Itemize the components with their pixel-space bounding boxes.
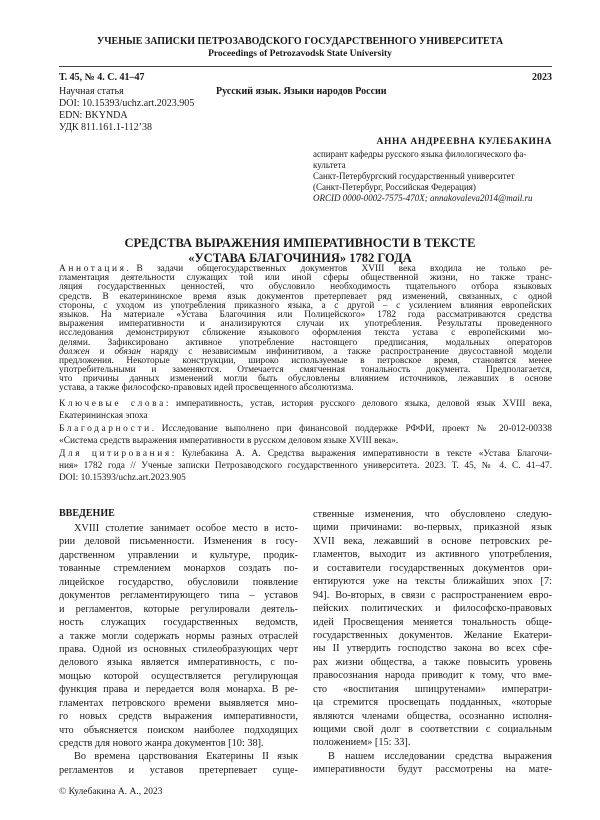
udk: УДК 811.161.1-112’38 [59,122,152,133]
text-line: ющими свой долг в соответствии с социальным [313,724,552,735]
text-line: права. Одной из основных стилеобразующих черт [59,643,298,655]
text-line: дарственном управлении и культуре, продик- [59,549,298,561]
text-line: XVII века, лежавший в основе петровских ре- [313,535,552,547]
text-line [59,398,552,410]
line-text: ния» 1782 года // Ученые записки Петрозаводского государственного университета. 2023. Т. 45, № 4. С. 41–47. [59,461,552,471]
text-line: ца стремится просвещать подданных, «которые [313,697,552,709]
text-line: гламентов, выходит из активного употребления, [313,549,552,561]
line-text: Екатерининская эпоха [59,411,148,421]
text-line: идей Просвещения меняется тональность обще- [313,616,552,628]
text-line: пейских политических и философско-правовых [313,603,552,615]
text-line: рии деловой письменности. Изменения в госу- [59,536,298,548]
text-line: тованные стремлением монархов создать по- [59,563,298,575]
text-line: лицейское государство, обусловили появление [59,576,298,588]
line-text: языков. На материале «Устава Благочиния или Полицейского» 1782 года рассматриваются средства [59,309,552,320]
section-label: Благодарности. [59,424,157,434]
article-title-line: СРЕДСТВА ВЫРАЖЕНИЯ ИМПЕРАТИВНОСТИ В ТЕКСТЕ [124,236,476,250]
section-name: Русский язык. Языки народов России [216,86,387,97]
year: 2023 [532,72,552,83]
text-line: сто «воспитания шпицрутенами» императри- [313,683,552,695]
text-line: рах жизни общества, а также повысить уровень [313,656,552,668]
journal-subtitle: Proceedings of Petrozavodsk State University [208,49,392,59]
text-line: правосознания народа приводит к тому, что вме- [313,670,552,682]
author-name: АННА АНДРЕЕВНА КУЛЕБАКИНА [376,137,552,147]
body-column-right [313,508,552,777]
article-title-line: «УСТАВА БЛАГОЧИНИЯ» 1782 ГОДА [188,251,412,265]
line-text: устава, а также философско-правовых идей просвещенного абсолютизма. [59,383,354,394]
line-text: предложения. Некоторые конструкции, широко используемые в петровское время, становятся менее [59,355,552,366]
text-line [59,472,552,484]
citation [59,448,552,484]
text-line: щими причинами: во-первых, приказной язык [313,522,552,534]
affiliation-line: (Санкт-Петербург, Российская Федерация) [313,182,476,192]
line-text: императивность, устав, история русского делового языка, деловой язык XVIII века, [176,399,553,409]
edn: EDN: BKYNDA [59,110,128,121]
line-text: средств. В екатерининское время язык документов претерпевает ряд изменений, связанных, с одной [59,291,552,302]
doi: DOI: 10.15393/uchz.art.2023.905 [59,98,195,109]
acknowledgements [59,423,552,447]
text-line: ны II утвердить господство закона во всех сфе- [313,643,552,655]
text-line [59,448,552,460]
text-line: ентируются уже на тексты ближайших эпох [7: [313,576,552,588]
text-line: средств для нового жанра документов [10: 38]. [59,738,264,749]
line-text: Исследование выполнено при финансовой поддержке РФФИ, проект № 20-012-00338 [161,424,552,434]
header-divider [59,66,552,67]
affiliation-line: аспирант кафедры русского языка филологического фа- [313,149,527,159]
text-line: являются членами общества, осознанно исполня- [313,710,552,722]
article-type: Научная статья [59,86,124,97]
volume-info: Т. 45, № 4. С. 41–47 [59,72,145,83]
section-heading: ВВЕДЕНИЕ [59,508,115,519]
text-line: императивности будут рассмотрены на мате- [313,764,552,776]
text-line [59,384,552,393]
text-line: положением» [15: 33]. [313,737,411,749]
line-text: В задачи общегосударственных документов XVIII века входила не только ре- [136,264,552,274]
text-line: документов регламентирующего типа – уставов [59,590,298,602]
journal-title: УЧЕНЫЕ ЗАПИСКИ ПЕТРОЗАВОДСКОГО ГОСУДАРСТВЕННОГО УНИВЕРСИТЕТА [96,36,504,47]
text-line [59,460,552,472]
text-line: В нашем исследовании средства выражения [328,750,552,762]
line-text: DOI: 10.15393/uchz.art.2023.905 [59,473,186,483]
affiliation-line: культета [313,160,346,170]
text-line: делового языка является императивность, с по- [59,657,298,669]
section-label: Ключевые слова: [59,399,172,409]
text-line [59,410,552,422]
text-line [59,435,552,447]
line-text: «Система средств выражения императивности в русском деловом языке XVIII века». [59,436,399,446]
section-label: Аннотация. [59,264,132,274]
affiliation-line: Санкт-Петербургский государственный университет [313,171,515,181]
text-line: гламентах петровского времени выявляется мно- [59,697,298,709]
author-orcid-email: ORCID 0000-0002-7575-470X; annakovaleva2014@mail.ru [313,193,533,203]
text-line: функция права и передается воля монарха. В ре- [59,684,298,696]
text-line: мощью которой осуществляется регулирующая [59,670,298,682]
line-text: гламентация деятельности служащих той или иной сферы общественной жизни, но также транс- [59,273,552,284]
text-line: XVIII столетие занимает особое место в исто- [74,523,298,534]
line-text: что причины данных изменений могли быть обусловлены влиянием источников, лежавших в основе [59,374,552,385]
line-text: ляция государственных ценностей, что обусловило необходимость тщательного отбора языковых [59,282,552,293]
text-line: 94]. Во-вторых, в связи с распространением евро- [313,589,552,601]
keywords [59,398,552,422]
text-line: регламентов и уставов претерпевает суще- [59,764,298,776]
section-label: Для цитирования: [59,449,177,459]
copyright: © Кулебакина А. А., 2023 [59,787,163,797]
annotation [59,265,552,394]
line-text: стороны, с уходом из употребления приказного языка, а с другой – с усилением влияния европейских [59,300,552,311]
text-line: ность служащих государственных ведомств, [59,617,298,629]
text-line: ственные изменения, что обусловлено следую- [313,509,552,520]
line-text: выражения императивности и анализируются случаи их употребления. Результаты проведенного [59,319,552,330]
text-line: и регламентов, которые регулировали деятель- [59,603,298,615]
line-text: делями. Зафиксировано активное употребление настоящего предписания, модальных операторов [59,337,552,348]
text-line: что объясняется поиском наиболее подходящих [59,724,298,736]
text-line: Во времена царствования Екатерины II язык [74,751,298,763]
text-line [59,423,552,435]
body-column-left [59,522,298,777]
line-text: исследования демонстрируют сближение языкового оформления текста устава с европейскими мо- [59,328,552,339]
text-line: и составители государственных документов ори- [313,562,552,574]
text-line: го новых средств выражения императивности, [59,711,298,723]
line-text: должен и обязан наряду с независимым инфинитивом, а также распространение двусоставной модели [59,346,552,357]
line-text: употребительными и заменяются. Отмечается смягченная тональность документа. Предполагается, [59,365,552,376]
text-line: а также могли содержать нормы разных отраслей [59,630,298,642]
text-line: государственных документов. Желание Екатери- [313,629,552,641]
line-text: Кулебакина А. А. Средства выражения императивности в тексте «Устава Благочи- [181,449,552,459]
